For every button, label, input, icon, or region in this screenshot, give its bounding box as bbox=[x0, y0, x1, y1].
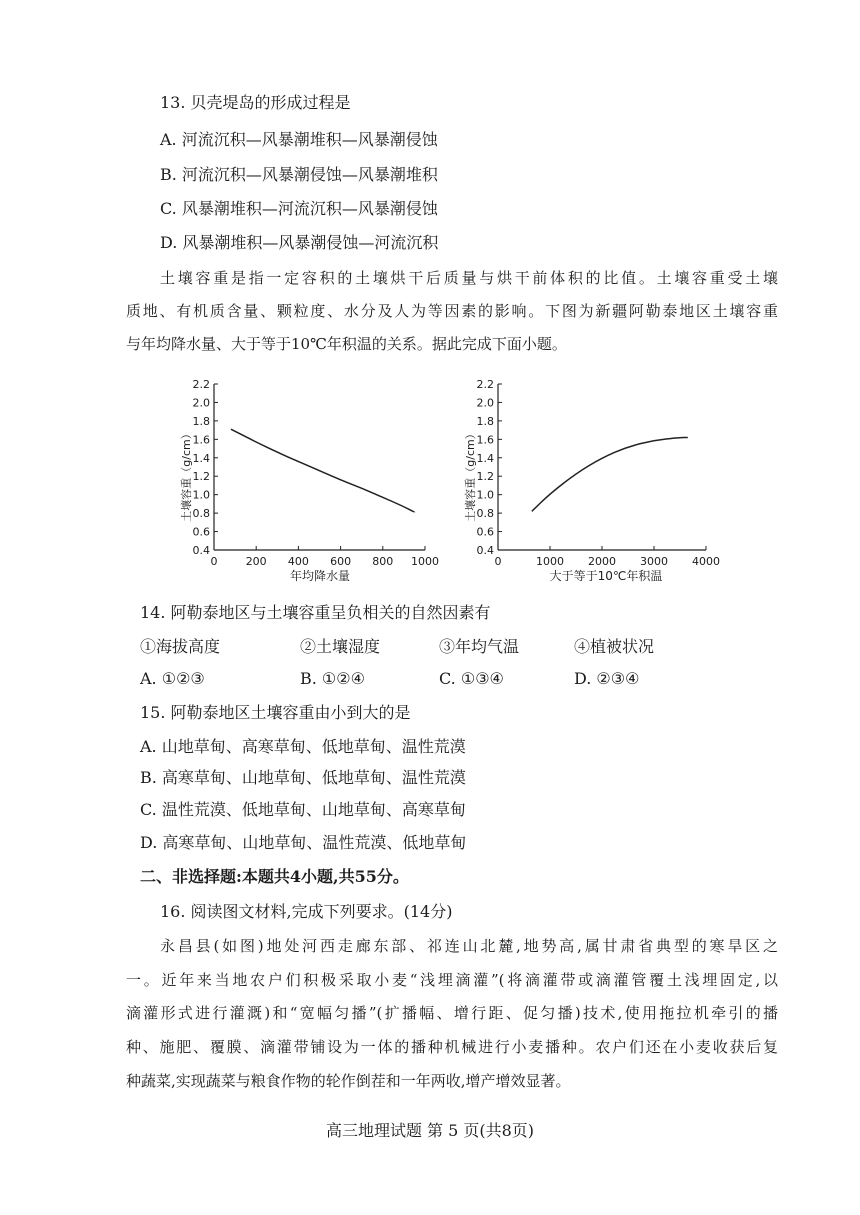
q16-stem: 16. 阅读图文材料,完成下列要求。(14分) bbox=[160, 902, 453, 921]
q14-option-c: C. ①③④ bbox=[439, 669, 504, 688]
chart-right-ytick-label: 0.6 bbox=[476, 525, 494, 539]
intro-line-1: 土壤容重是指一定容积的土壤烘干后质量与烘干前体积的比值。土壤容重受土壤 bbox=[160, 269, 778, 287]
q14-item-2: ②土壤湿度 bbox=[300, 637, 381, 656]
chart-left-xtick-label: 800 bbox=[372, 555, 394, 568]
chart-right-ytick-label: 2.2 bbox=[476, 378, 494, 391]
q14-item-3: ③年均气温 bbox=[439, 637, 520, 656]
chart-left-ytick-label: 0.6 bbox=[192, 525, 210, 539]
chart-left-ytick-label: 1.8 bbox=[192, 414, 210, 428]
chart-right-ytick-label: 0.4 bbox=[476, 544, 494, 557]
q14-stem: 14. 阿勒泰地区与土壤容重呈负相关的自然因素有 bbox=[140, 603, 491, 622]
q14-option-b: B. ①②④ bbox=[300, 669, 365, 688]
intro-line-3: 与年均降水量、大于等于10℃年积温的关系。据此完成下面小题。 bbox=[126, 335, 567, 353]
q15-option-d: D. 高寒草甸、山地草甸、温性荒漠、低地草甸 bbox=[140, 833, 467, 852]
chart-left-xtick-label: 600 bbox=[330, 555, 352, 568]
intro-line-2: 质地、有机质含量、颗粒度、水分及人为等因素的影响。下图为新疆阿勒泰地区土壤容重 bbox=[126, 302, 778, 320]
q15-option-b: B. 高寒草甸、山地草甸、低地草甸、温性荒漠 bbox=[140, 768, 466, 787]
chart-right-ytick-label: 1.2 bbox=[476, 470, 494, 484]
q15-option-c: C. 温性荒漠、低地草甸、山地草甸、高寒草甸 bbox=[140, 800, 466, 819]
chart-left-xtick-label: 200 bbox=[245, 555, 267, 568]
chart-right-ytick-label: 0.8 bbox=[476, 507, 494, 521]
q13-option-d: D. 风暴潮堆积—风暴潮侵蚀—河流沉积 bbox=[160, 233, 439, 252]
chart-left-xtick-label: 0 bbox=[210, 555, 218, 568]
chart-right-ytick-label: 1.0 bbox=[476, 488, 494, 502]
q15-stem: 15. 阿勒泰地区土壤容重由小到大的是 bbox=[140, 703, 411, 722]
q14-item-4: ④植被状况 bbox=[574, 637, 655, 656]
q15-option-a: A. 山地草甸、高寒草甸、低地草甸、温性荒漠 bbox=[140, 737, 466, 756]
q14-item-1: ①海拔高度 bbox=[140, 637, 221, 656]
chart-right-xlabel: 大于等于10℃年积温 bbox=[549, 569, 663, 583]
chart-left-ytick-label: 1.6 bbox=[192, 433, 210, 447]
chart-right-xtick-label: 2000 bbox=[588, 555, 616, 568]
chart-left-ytick-label: 2.0 bbox=[192, 396, 210, 410]
chart-right-ylabel: 土壤容重（g/cm） bbox=[464, 428, 477, 522]
chart-right-ytick-label: 1.6 bbox=[476, 433, 494, 447]
chart-left-xlabel: 年均降水量 bbox=[289, 569, 351, 583]
chart-left-ytick-label: 1.2 bbox=[192, 470, 210, 484]
chart-right-series-line bbox=[532, 438, 688, 512]
q16-para-line-5: 种蔬菜,实现蔬菜与粮食作物的轮作倒茬和一年两收,增产增效显著。 bbox=[126, 1072, 571, 1090]
q14-option-a: A. ①②③ bbox=[140, 669, 205, 688]
chart-left-ytick-label: 0.8 bbox=[192, 507, 210, 521]
q13-option-a: A. 河流沉积—风暴潮堆积—风暴潮侵蚀 bbox=[160, 130, 438, 149]
q14-option-d: D. ②③④ bbox=[574, 669, 640, 688]
q16-para-line-4: 种、施肥、覆膜、滴灌带铺设为一体的播种机械进行小麦播种。农户们还在小麦收获后复 bbox=[126, 1038, 778, 1056]
section-heading: 二、非选择题:本题共4小题,共55分。 bbox=[140, 867, 409, 886]
chart-left-series-line bbox=[231, 429, 415, 512]
chart-right-ytick-label: 2.0 bbox=[476, 396, 494, 410]
q16-para-line-3: 滴灌形式进行灌溉)和“宽幅匀播”(扩播幅、增行距、促匀播)技术,使用拖拉机牵引的播 bbox=[126, 1004, 778, 1022]
q13-option-c: C. 风暴潮堆积—河流沉积—风暴潮侵蚀 bbox=[160, 199, 438, 218]
q16-para-line-1: 永昌县(如图)地处河西走廊东部、祁连山北麓,地势高,属甘肃省典型的寒旱区之 bbox=[160, 937, 778, 955]
chart-right-ytick-label: 1.4 bbox=[476, 451, 494, 465]
chart-left-xtick-label: 1000 bbox=[411, 555, 439, 568]
chart-left-ytick-label: 1.4 bbox=[192, 451, 210, 465]
chart-left-ylabel: 土壤容重（g/cm） bbox=[180, 428, 193, 522]
chart-right-xtick-label: 4000 bbox=[692, 555, 720, 568]
q16-para-line-2: 一。近年来当地农户们积极采取小麦“浅埋滴灌”(将滴灌带或滴灌管覆土浅埋固定,以 bbox=[126, 971, 778, 989]
chart-right-xtick-label: 1000 bbox=[536, 555, 564, 568]
chart-left-ytick-label: 1.0 bbox=[192, 488, 210, 502]
chart-left-ytick-label: 2.2 bbox=[192, 378, 210, 391]
chart-left-ytick-label: 0.4 bbox=[192, 544, 210, 557]
chart-precipitation bbox=[160, 372, 440, 594]
chart-right-xtick-label: 0 bbox=[494, 555, 502, 568]
q13-option-b: B. 河流沉积—风暴潮侵蚀—风暴潮堆积 bbox=[160, 165, 438, 184]
chart-accumulated-temperature bbox=[458, 372, 730, 594]
chart-right-xtick-label: 3000 bbox=[640, 555, 668, 568]
chart-left-xtick-label: 400 bbox=[287, 555, 309, 568]
page-footer: 高三地理试题 第 5 页(共8页) bbox=[325, 1121, 535, 1140]
chart-right-ytick-label: 1.8 bbox=[476, 414, 494, 428]
q13-stem: 13. 贝壳堤岛的形成过程是 bbox=[160, 93, 351, 112]
